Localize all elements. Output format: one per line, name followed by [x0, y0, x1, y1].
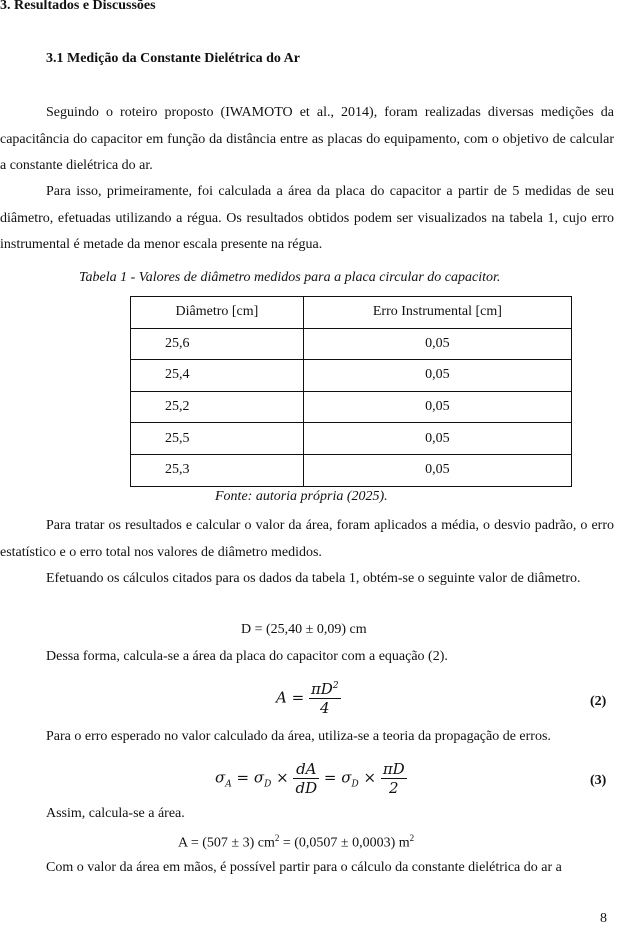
table-source: Fonte: autoria própria (2025). [215, 489, 388, 504]
table-cell-error: 0,05 [303, 328, 571, 360]
eq3-sub-a: A [225, 779, 232, 790]
page-number: 8 [600, 911, 607, 926]
paragraph-1: Seguindo o roteiro proposto (IWAMOTO et al., 2014), foram realizadas diversas medições da capacitância do capacitor em função da distância entre as placas do equipamento, com o objetivo de calcular a constante dielétrica do ar. [0, 105, 614, 173]
table-header-diameter: Diâmetro [cm] [131, 297, 304, 329]
eq3-equals-2: = σ [323, 768, 352, 787]
equation-3-number: (3) [590, 773, 607, 788]
eq2-num-text: πD [310, 680, 333, 698]
paragraph-7: Assim, calcula-se a área. [46, 806, 185, 821]
table-cell-error: 0,05 [303, 391, 571, 423]
table-row [131, 454, 572, 486]
eq3-sigma-a: σ [215, 768, 226, 787]
table-cell-diameter: 25,2 [131, 391, 304, 423]
table-header-row [131, 297, 572, 329]
table-cell-error: 0,05 [303, 454, 571, 486]
equation-3 [215, 760, 407, 797]
paragraph-5: Dessa forma, calcula-se a área da placa do capacitor com a equação (2). [46, 649, 448, 664]
eq2-numerator [309, 680, 341, 699]
diameter-table [130, 296, 572, 487]
eq2-lhs: A = [276, 688, 305, 707]
table-cell-error: 0,05 [303, 360, 571, 392]
area-result-m: = (0,0507 ± 0,0003) m [279, 835, 410, 851]
eq3-fraction-1 [293, 760, 319, 797]
eq3-times-2: × [363, 768, 377, 787]
paragraph-8: Com o valor da área em mãos, é possível partir para o cálculo da constante dielétrica do ar a [46, 860, 562, 875]
table-cell-diameter: 25,3 [131, 454, 304, 486]
table-row [131, 423, 572, 455]
eq2-denominator: 4 [319, 699, 330, 717]
table-cell-error: 0,05 [303, 423, 571, 455]
eq3-frac1-den: dD [295, 779, 318, 797]
equation-2 [276, 680, 341, 717]
equation-2-number: (2) [590, 694, 607, 709]
eq2-exp: 2 [332, 681, 339, 691]
eq3-fraction-2 [381, 760, 407, 797]
paragraph-4: Efetuando os cálculos citados para os dados da tabela 1, obtém-se o seguinte valor de diâmetro. [46, 571, 581, 586]
eq3-sub-d2: D [351, 779, 359, 790]
paragraph-2: Para isso, primeiramente, foi calculada a área da placa do capacitor a partir de 5 medidas de seu diâmetro, efetuadas utilizando a régua. Os resultados obtidos podem ser visualizados na tabela 1, cujo erro instrumental é metade da menor escala presente na régua. [0, 184, 614, 252]
eq3-sub-d1: D [264, 779, 272, 790]
table-cell-diameter: 25,6 [131, 328, 304, 360]
eq3-frac2-num: πD [382, 760, 405, 778]
eq3-frac1-num: dA [293, 760, 319, 779]
section-title: 3. Resultados e Discussões [0, 0, 156, 13]
eq3-equals-1: = σ [236, 768, 265, 787]
table-caption: Tabela 1 - Valores de diâmetro medidos para a placa circular do capacitor. [79, 270, 501, 285]
diameter-result: D = (25,40 ± 0,09) cm [241, 622, 367, 637]
eq3-frac2-den: 2 [389, 779, 399, 797]
area-exp-1: 2 [274, 833, 280, 843]
area-result [178, 833, 414, 852]
table-cell-diameter: 25,4 [131, 360, 304, 392]
eq2-fraction [309, 680, 341, 717]
subsection-title: 3.1 Medição da Constante Dielétrica do Ar [46, 51, 300, 66]
area-result-cm: A = (507 ± 3) cm [178, 835, 275, 851]
eq3-times-1: × [276, 768, 289, 787]
table-row [131, 391, 572, 423]
area-exp-2: 2 [409, 833, 415, 843]
table-row [131, 328, 572, 360]
table-row [131, 360, 572, 392]
paragraph-3: Para tratar os resultados e calcular o valor da área, foram aplicados a média, o desvio padrão, o erro estatístico e o erro total nos valores de diâmetro medidos. [0, 518, 614, 560]
table-cell-diameter: 25,5 [131, 423, 304, 455]
table-header-error: Erro Instrumental [cm] [303, 297, 571, 329]
paragraph-6: Para o erro esperado no valor calculado da área, utiliza-se a teoria da propagação de erros. [46, 729, 551, 744]
